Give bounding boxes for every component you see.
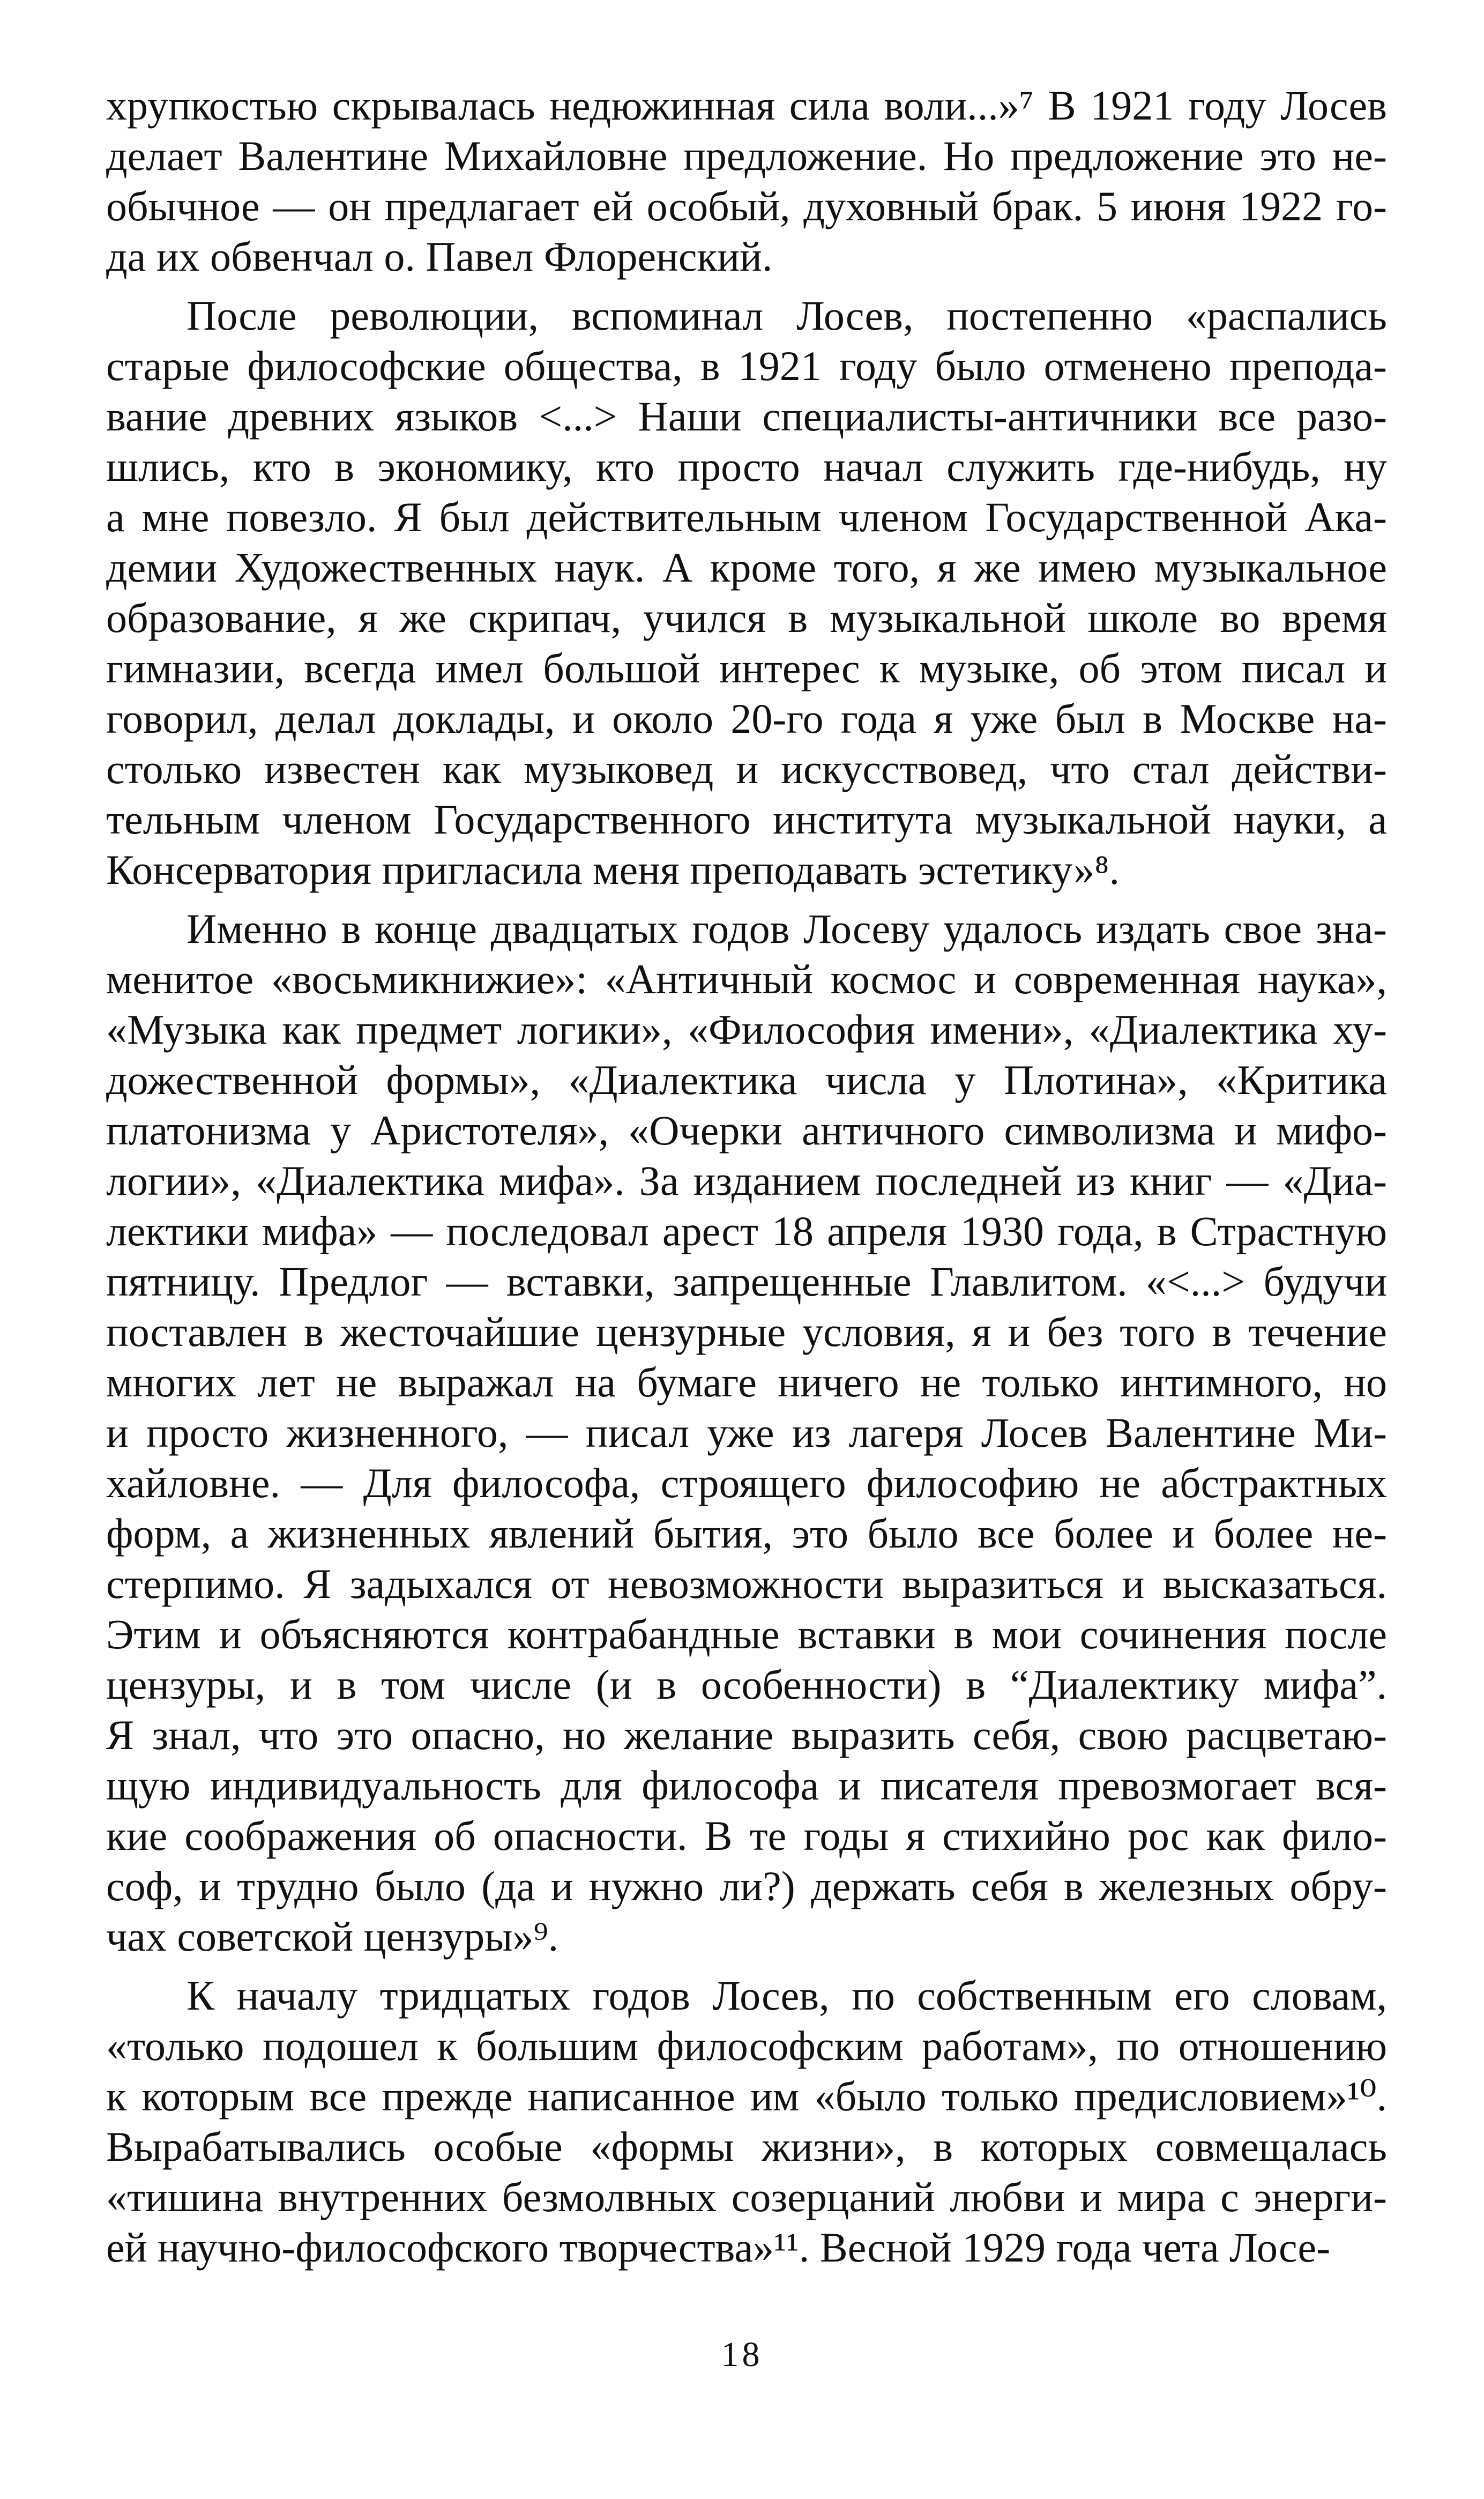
text-line: К началу тридцатых годов Лосев, по собственным его словам, xyxy=(187,1972,1387,2019)
text-line: щую индивидуальность для философа и писателя превозмогает вся- xyxy=(106,1762,1387,1809)
text-line: к которым все прежде написанное им «было только предисловием»¹⁰. xyxy=(106,2073,1387,2119)
text-line: старые философские общества, в 1921 году было отменено препода- xyxy=(106,343,1387,389)
text-line: обычное — он предлагает ей особый, духовный брак. 5 июня 1922 го- xyxy=(106,183,1387,229)
text-line: чах советской цензуры»⁹. xyxy=(106,1913,559,1960)
text-line: «только подошел к большим философским работам», по отношению xyxy=(106,2022,1387,2069)
page-number: 18 xyxy=(721,2335,763,2374)
text-line: ей научно-философского творчества»¹¹. Весной 1929 года чета Лосе- xyxy=(106,2224,1331,2271)
text-line: вание древних языков <...> Наши специалисты-античники все разо- xyxy=(106,393,1387,440)
paragraph-2 xyxy=(106,291,1387,895)
text-line: шлись, кто в экономику, кто просто начал служить где-нибудь, ну xyxy=(106,443,1387,490)
text-line: После революции, вспоминал Лосев, постепенно «распались xyxy=(187,292,1387,339)
text-line: платонизма у Аристотеля», «Очерки античного символизма и мифо- xyxy=(106,1107,1387,1154)
text-line: образование, я же скрипач, учился в музыкальной школе во время xyxy=(106,594,1387,641)
text-line: Этим и объясняются контрабандные вставки в мои сочинения после xyxy=(106,1611,1387,1657)
text-line: делает Валентине Михайловне предложение. Но предложение это не- xyxy=(106,132,1387,179)
paragraph-1 xyxy=(106,80,1387,282)
text-line: цензуры, и в том числе (и в особенности) в “Диалектику мифа”. xyxy=(106,1661,1387,1708)
text-line: хрупкостью скрывалась недюжинная сила воли...»⁷ В 1921 году Лосев xyxy=(106,82,1387,129)
text-line: а мне повезло. Я был действительным членом Государственной Ака- xyxy=(106,494,1387,540)
text-line: стерпимо. Я задыхался от невозможности выразиться и высказаться. xyxy=(106,1560,1387,1607)
text-line: гимназии, всегда имел большой интерес к музыке, об этом писал и xyxy=(106,645,1387,691)
text-line: Консерватория пригласила меня преподавать эстетику»⁸. xyxy=(106,846,1120,893)
text-line: столько известен как музыковед и искусствовед, что стал действи- xyxy=(106,746,1387,792)
text-line: Я знал, что это опасно, но желание выразить себя, свою расцветаю- xyxy=(106,1712,1387,1758)
text-line: многих лет не выражал на бумаге ничего не только интимного, но xyxy=(106,1359,1387,1405)
paragraph-4 xyxy=(106,1970,1387,2273)
text-line: Именно в конце двадцатых годов Лосеву удалось издать свое зна- xyxy=(187,905,1387,952)
text-line: демии Художественных наук. А кроме того, я же имею музыкальное xyxy=(106,544,1387,591)
text-line: соф, и трудно было (да и нужно ли?) держать себя в железных обру- xyxy=(106,1863,1387,1909)
text-line: лектики мифа» — последовал арест 18 апреля 1930 года, в Страстную xyxy=(106,1208,1387,1254)
text-line: менитое «восьмикнижие»: «Античный космос и современная наука», xyxy=(106,956,1387,1002)
text-line: да их обвенчал о. Павел Флоренский. xyxy=(106,233,773,280)
text-line: Вырабатывались особые «формы жизни», в которых совмещалась xyxy=(106,2123,1387,2170)
text-line: говорил, делал доклады, и около 20-го года я уже был в Москве на- xyxy=(106,695,1387,742)
text-line: кие соображения об опасности. В те годы я стихийно рос как фило- xyxy=(106,1812,1387,1859)
text-line: тельным членом Государственного института музыкальной науки, а xyxy=(106,796,1387,843)
text-line: логии», «Диалектика мифа». За изданием последней из книг — «Диа- xyxy=(106,1157,1387,1204)
text-line: поставлен в жесточайшие цензурные условия, я и без того в течение xyxy=(106,1308,1387,1355)
text-line: «Музыка как предмет логики», «Философия имени», «Диалектика ху- xyxy=(106,1006,1387,1053)
text-line: форм, а жизненных явлений бытия, это было все более и более не- xyxy=(106,1510,1387,1557)
text-line: дожественной формы», «Диалектика числа у Плотина», «Критика xyxy=(106,1057,1387,1103)
text-line: и просто жизненного, — писал уже из лагеря Лосев Валентине Ми- xyxy=(106,1409,1387,1456)
text-line: «тишина внутренних безмолвных созерцаний любви и мира с энерги- xyxy=(106,2174,1387,2220)
paragraph-3 xyxy=(106,904,1387,1962)
text-line: пятницу. Предлог — вставки, запрещенные Главлитом. «<...> будучи xyxy=(106,1258,1387,1305)
text-line: хайловне. — Для философа, строящего философию не абстрактных xyxy=(106,1460,1387,1506)
book-page-text xyxy=(106,80,1387,2273)
